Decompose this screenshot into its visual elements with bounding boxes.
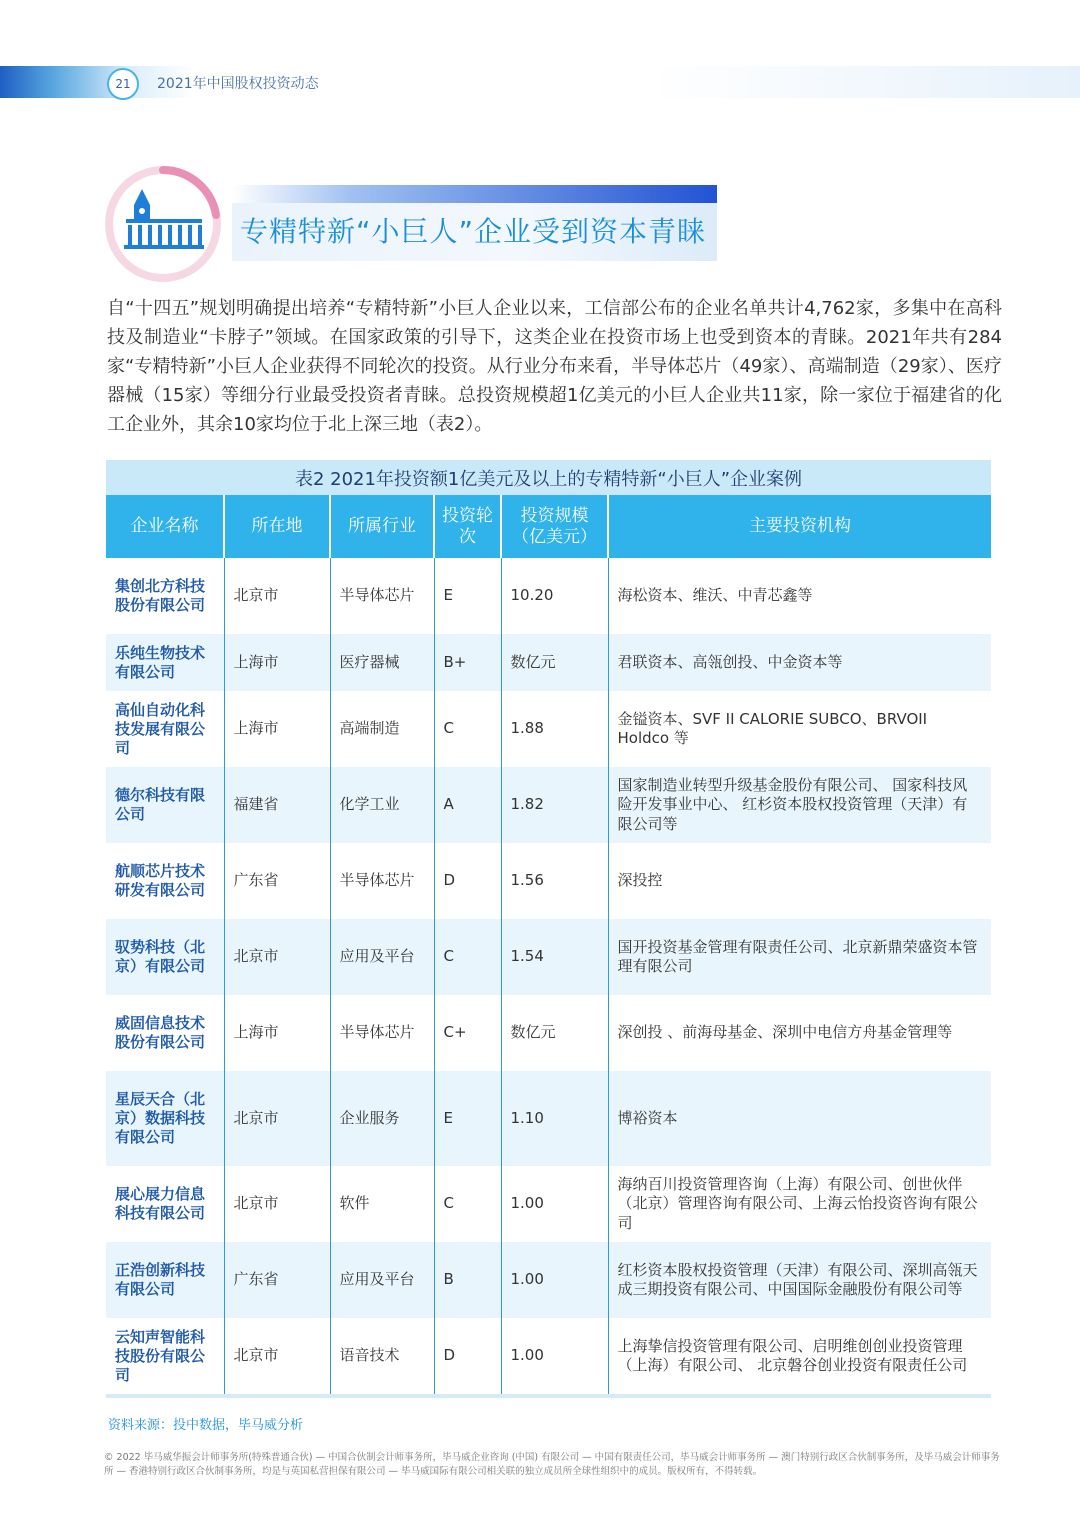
location: 上海市 <box>224 634 330 691</box>
company-name: 威固信息技术股份有限公司 <box>115 1014 206 1051</box>
company-name: 乐纯生物技术有限公司 <box>106 634 224 691</box>
company-name: 驭势科技（北京）有限公司 <box>106 919 224 995</box>
round: A <box>434 767 501 843</box>
investors: 金镒资本、SVF II CALORIE SUBCO、BRVOII Holdco 等 <box>608 691 991 767</box>
industry: 应用及平台 <box>330 1242 434 1318</box>
location: 北京市 <box>224 1318 330 1396</box>
industry: 半导体芯片 <box>330 995 434 1071</box>
company-name: 航顺芯片技术研发有限公司 <box>115 862 206 899</box>
amount: 10.20 <box>501 558 608 634</box>
section-title-bar <box>232 185 717 203</box>
investors: 深创投 、前海母基金、深圳中电信方舟基金管理等 <box>608 995 991 1071</box>
round: B+ <box>434 634 501 691</box>
location: 北京市 <box>224 1166 330 1242</box>
amount: 1.54 <box>501 919 608 995</box>
round: C <box>434 919 501 995</box>
table-row <box>106 1166 991 1242</box>
header-amount: 投资规模（亿美元） <box>501 495 608 558</box>
industry: 半导体芯片 <box>330 558 434 634</box>
amount: 数亿元 <box>501 634 608 691</box>
amount: 1.10 <box>501 1071 608 1166</box>
investors: 博裕资本 <box>608 1071 991 1166</box>
amount: 1.00 <box>501 1166 608 1242</box>
company-name: 正浩创新科技有限公司 <box>106 1242 224 1318</box>
company-name: 展心展力信息科技有限公司 <box>115 1185 206 1222</box>
round: D <box>434 843 501 919</box>
location: 北京市 <box>224 919 330 995</box>
amount: 1.00 <box>501 1318 608 1396</box>
round: E <box>434 558 501 634</box>
running-title: 2021年中国股权投资动态 <box>157 76 319 92</box>
investors: 海松资本、维沃、中青芯鑫等 <box>608 558 991 634</box>
intro-paragraph: 自“十四五”规划明确提出培养“专精特新”小巨人企业以来，工信部公布的企业名单共计4,762家，多集中在高科技及制造业“卡脖子”领域。在国家政策的引导下，这类企业在投资市场上也受到资本的青睐。2021年共有284家“专精特新”小巨人企业获得不同轮次的投资。从行业分布来看，半导体芯片（49家）、高端制造（29家）、医疗器械（15家）等细分行业最受投资者青睐。总投资规模超1亿美元的小巨人企业共11家，除一家位于福建省的化工企业外，其余10家均位于北上深三地（表2）。 <box>107 298 1002 435</box>
industry: 软件 <box>330 1166 434 1242</box>
table-row <box>106 767 991 843</box>
industry: 企业服务 <box>330 1071 434 1166</box>
industry: 高端制造 <box>330 691 434 767</box>
company-name: 云知声智能科技股份有限公司 <box>106 1318 224 1396</box>
table-row <box>106 995 991 1071</box>
header-location: 所在地 <box>224 495 330 558</box>
table-row <box>106 1318 991 1396</box>
company-name: 德尔科技有限公司 <box>106 767 224 843</box>
investors: 君联资本、高瓴创投、中金资本等 <box>608 634 991 691</box>
table-row <box>106 558 991 634</box>
location: 北京市 <box>224 558 330 634</box>
industry: 医疗器械 <box>330 634 434 691</box>
location: 广东省 <box>224 1242 330 1318</box>
amount: 1.56 <box>501 843 608 919</box>
header-company: 企业名称 <box>106 495 224 558</box>
industry: 语音技术 <box>330 1318 434 1396</box>
company-name: 集创北方科技股份有限公司 <box>115 577 206 614</box>
investors: 深投控 <box>608 843 991 919</box>
section-title: 专精特新“小巨人”企业受到资本青睐 <box>240 215 707 248</box>
investors: 海纳百川投资管理咨询（上海）有限公司、创世伙伴（北京）管理咨询有限公司、上海云怡投资咨询有限公司 <box>608 1166 991 1242</box>
investors: 红杉资本股权投资管理（天津）有限公司、深圳高瓴天成三期投资有限公司、中国国际金融股份有限公司等 <box>608 1242 991 1318</box>
investors: 国家制造业转型升级基金股份有限公司、 国家科技风险开发事业中心、 红杉资本股权投资管理（天津）有限公司等 <box>608 767 991 843</box>
round: C <box>434 691 501 767</box>
table-row <box>106 634 991 691</box>
table-row <box>106 691 991 767</box>
amount: 1.88 <box>501 691 608 767</box>
table-row <box>106 1071 991 1166</box>
round: E <box>434 1071 501 1166</box>
round: C+ <box>434 995 501 1071</box>
table-header-row <box>106 495 991 558</box>
location: 上海市 <box>224 995 330 1071</box>
amount: 数亿元 <box>501 995 608 1071</box>
company-name: 星辰天合（北京）数据科技有限公司 <box>106 1071 224 1166</box>
header-round: 投资轮次 <box>434 495 501 558</box>
investors: 上海挚信投资管理有限公司、启明维创创业投资管理（上海）有限公司、 北京磐谷创业投资有限责任公司 <box>608 1318 991 1396</box>
building-icon <box>104 165 222 283</box>
round: B <box>434 1242 501 1318</box>
round: D <box>434 1318 501 1396</box>
location: 上海市 <box>224 691 330 767</box>
table-row <box>106 1242 991 1318</box>
amount: 1.00 <box>501 1242 608 1318</box>
location: 福建省 <box>224 767 330 843</box>
industry: 化学工业 <box>330 767 434 843</box>
amount: 1.82 <box>501 767 608 843</box>
header-investors: 主要投资机构 <box>608 495 991 558</box>
table-caption: 表2 2021年投资额1亿美元及以上的专精特新“小巨人”企业案例 <box>106 460 991 495</box>
header-industry: 所属行业 <box>330 495 434 558</box>
location: 北京市 <box>224 1071 330 1166</box>
investors: 国开投资基金管理有限责任公司、北京新鼎荣盛资本管理有限公司 <box>608 919 991 995</box>
source-note: 资料来源：投中数据，毕马威分析 <box>108 1418 304 1433</box>
round: C <box>434 1166 501 1242</box>
industry: 半导体芯片 <box>330 843 434 919</box>
page-number-badge: 21 <box>107 68 139 100</box>
table-row <box>106 843 991 919</box>
table-row <box>106 919 991 995</box>
copyright-footer: © 2022 毕马威华振会计师事务所(特殊普通合伙) — 中国合伙制会计师事务所，毕马威企业咨询 (中国) 有限公司 — 中国有限责任公司，毕马威会计师事务所 — 澳门特别行政区合伙制事务所，及毕马威会计师事务所 — 香港特别行政区合伙制事务所，均是与英国私营担保有限公司 — 毕马威国际有限公司相关联的独立成员所全球性组织中的成员。版权所有，不得转载。 <box>104 1452 1000 1477</box>
location: 广东省 <box>224 843 330 919</box>
investment-table <box>106 495 991 1398</box>
company-name: 高仙自动化科技发展有限公司 <box>115 700 206 757</box>
industry: 应用及平台 <box>330 919 434 995</box>
